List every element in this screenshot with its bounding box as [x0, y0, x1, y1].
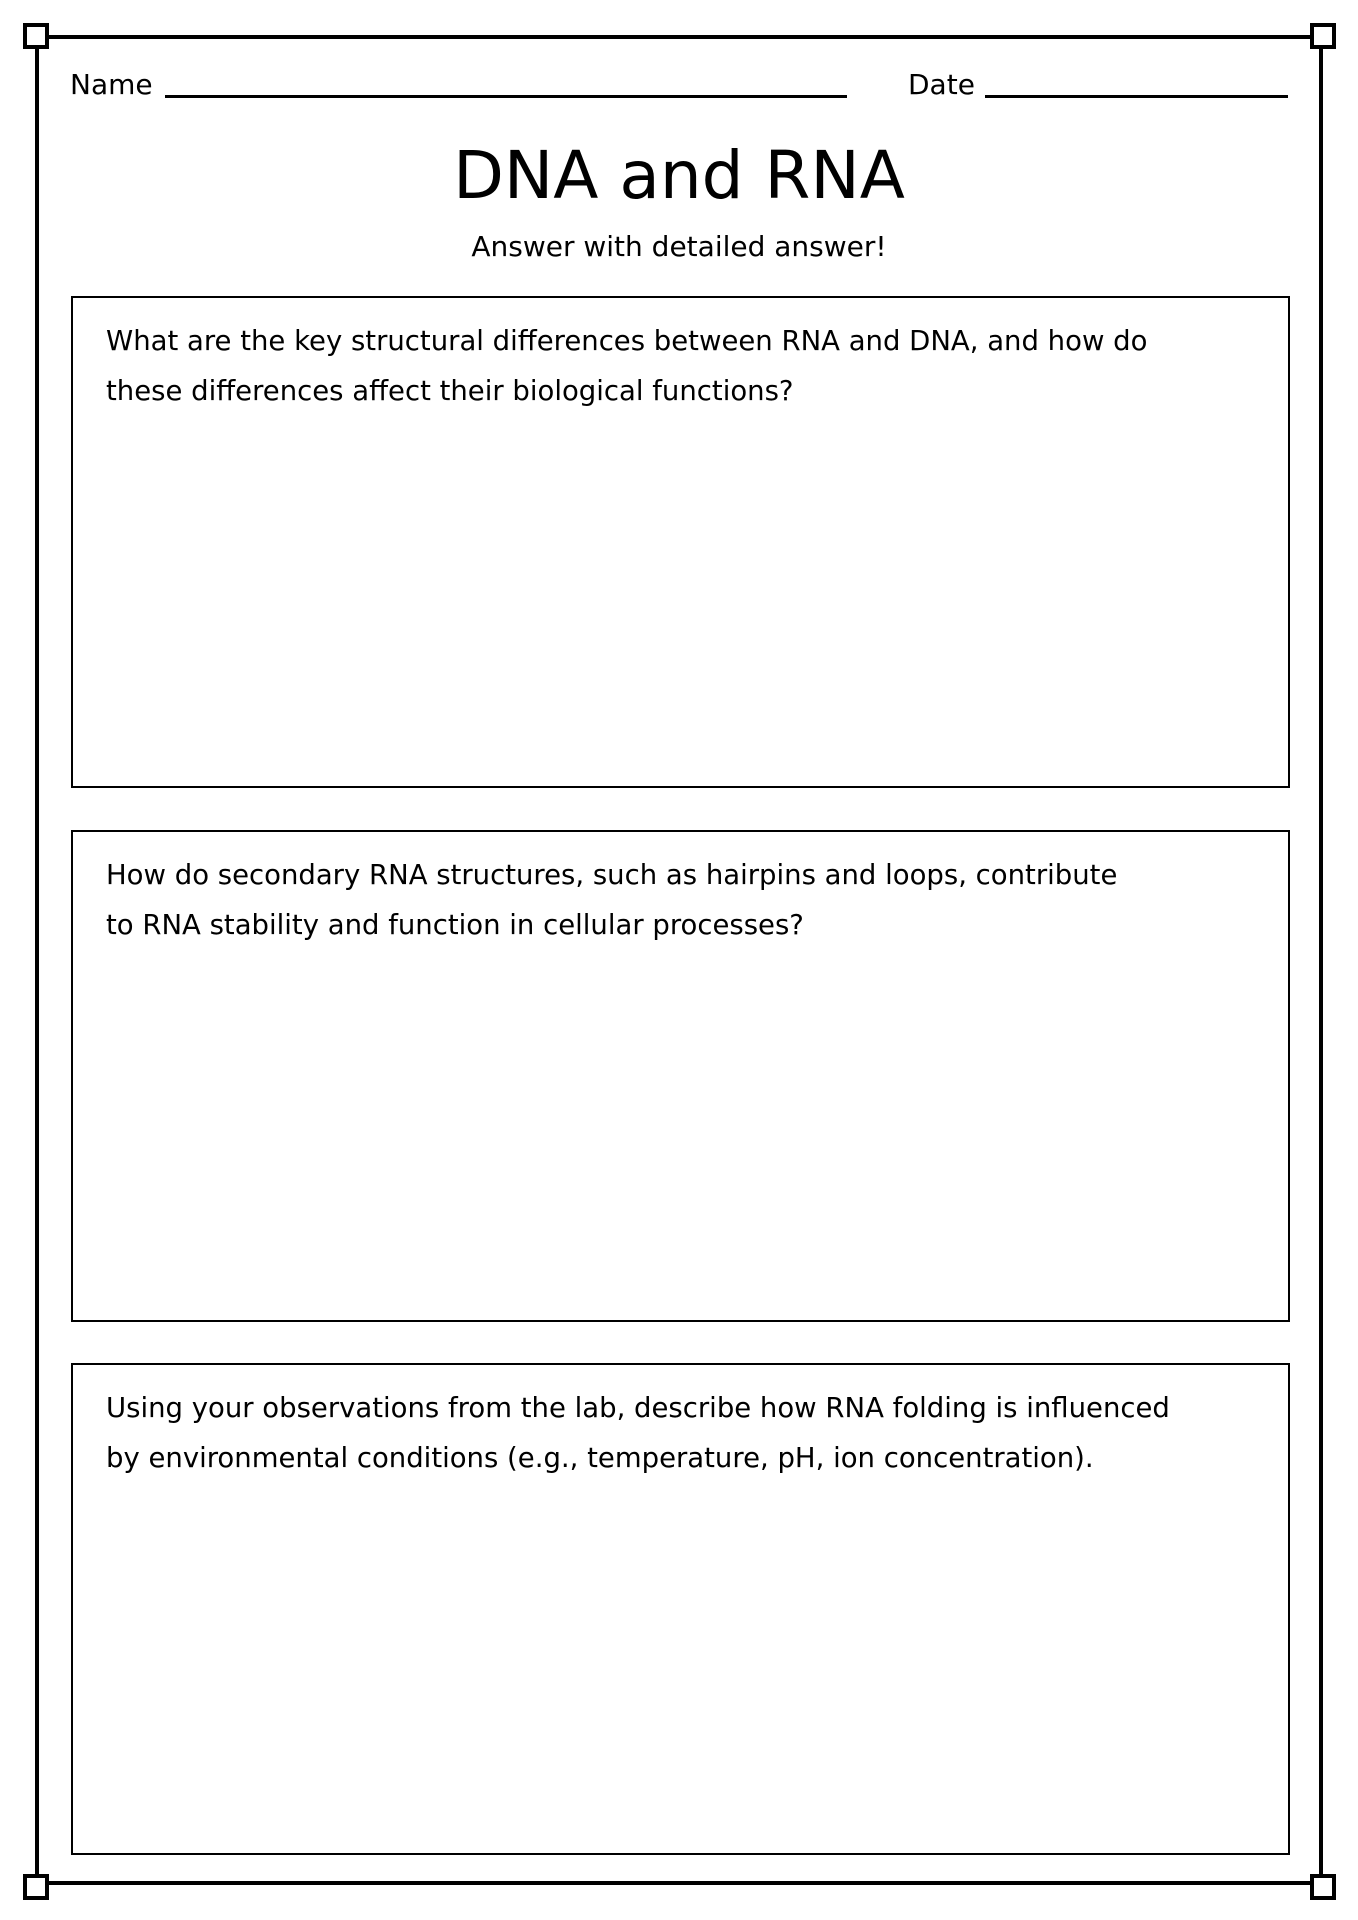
corner-square-top-right: [1310, 23, 1336, 49]
date-label: Date: [908, 68, 975, 101]
date-field[interactable]: [985, 95, 1288, 98]
question-2-text: How do secondary RNA structures, such as hairpins and loops, contribute to RNA stability and function in cellular processes?: [106, 859, 1118, 941]
name-field[interactable]: [165, 95, 847, 98]
corner-square-bottom-right: [1310, 1874, 1336, 1900]
question-1-text: What are the key structural differences between RNA and DNA, and how do these differences affect their biological functions?: [106, 325, 1148, 407]
page-title: DNA and RNA: [453, 137, 905, 214]
answer-box-1[interactable]: [71, 296, 1290, 788]
name-label: Name: [70, 68, 153, 101]
answer-box-3[interactable]: [71, 1363, 1290, 1855]
instructions: Answer with detailed answer!: [471, 230, 887, 263]
question-3-text: Using your observations from the lab, describe how RNA folding is influenced by environmental conditions (e.g., temperature, pH, ion concentration).: [106, 1392, 1170, 1474]
corner-square-bottom-left: [23, 1874, 49, 1900]
answer-box-2[interactable]: [71, 830, 1290, 1322]
corner-square-top-left: [23, 23, 49, 49]
